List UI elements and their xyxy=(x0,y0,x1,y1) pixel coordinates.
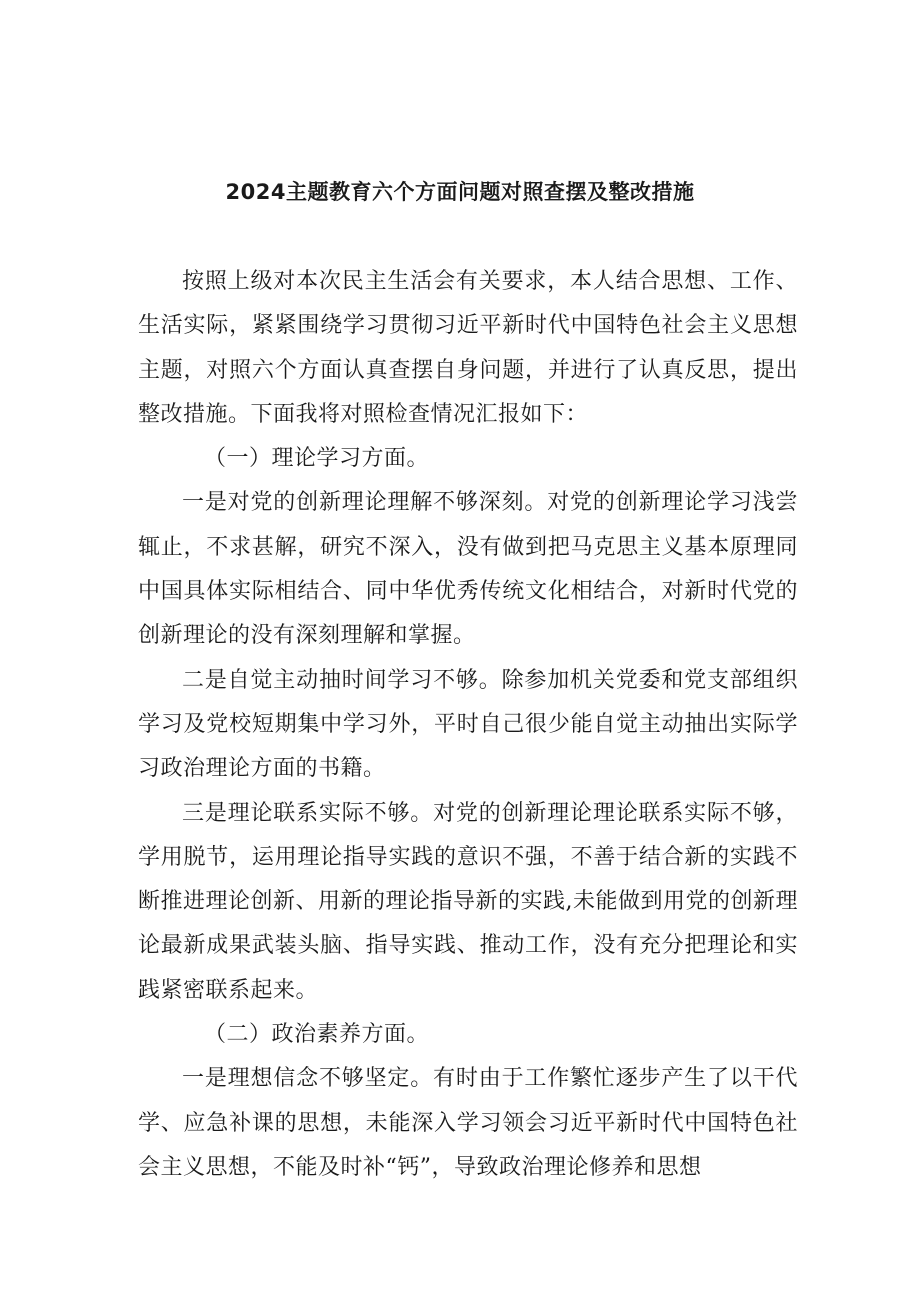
section-heading-political-quality: （二）政治素养方面。 xyxy=(204,1022,430,1048)
paragraph-theory-point-1: 一是对党的创新理论理解不够深刻。对党的创新理论学习浅尝辄止，不求甚解，研究不深入，没有做到把马克思主义基本原理同中国具体实际相结合、同中华优秀传统文化相结合，对新时代党的创新理论的没有深刻理解和掌握。 xyxy=(138,490,798,649)
paragraph-political-point-1: 一是理想信念不够坚定。有时由于工作繁忙逐步产生了以干代学、应急补课的思想，未能深入学习领会习近平新时代中国特色社会主义思想，不能及时补“钙”，导致政治理论修养和思想 xyxy=(138,1066,798,1180)
section-heading-theory-study: （一）理论学习方面。 xyxy=(204,446,430,472)
document-body xyxy=(138,260,798,1190)
paragraph-theory-point-2: 二是自觉主动抽时间学习不够。除参加机关党委和党支部组织学习及党校短期集中学习外，平时自己很少能自觉主动抽出实际学习政治理论方面的书籍。 xyxy=(138,667,798,782)
paragraph-theory-point-3: 三是理论联系实际不够。对党的创新理论理论联系实际不够，学用脱节，运用理论指导实践的意识不强，不善于结合新的实践不断推进理论创新、用新的理论指导新的实践,未能做到用党的创新理论最新成果武装头脑、指导实践、推动工作，没有充分把理论和实践紧密联系起来。 xyxy=(138,800,798,1003)
intro-paragraph: 按照上级对本次民主生活会有关要求，本人结合思想、工作、生活实际，紧紧围绕学习贯彻习近平新时代中国特色社会主义思想主题，对照六个方面认真查摆自身问题，并进行了认真反思，提出整改措施。下面我将对照检查情况汇报如下： xyxy=(138,269,798,427)
document-title: 2024主题教育六个方面问题对照查摆及整改措施 xyxy=(225,180,695,204)
